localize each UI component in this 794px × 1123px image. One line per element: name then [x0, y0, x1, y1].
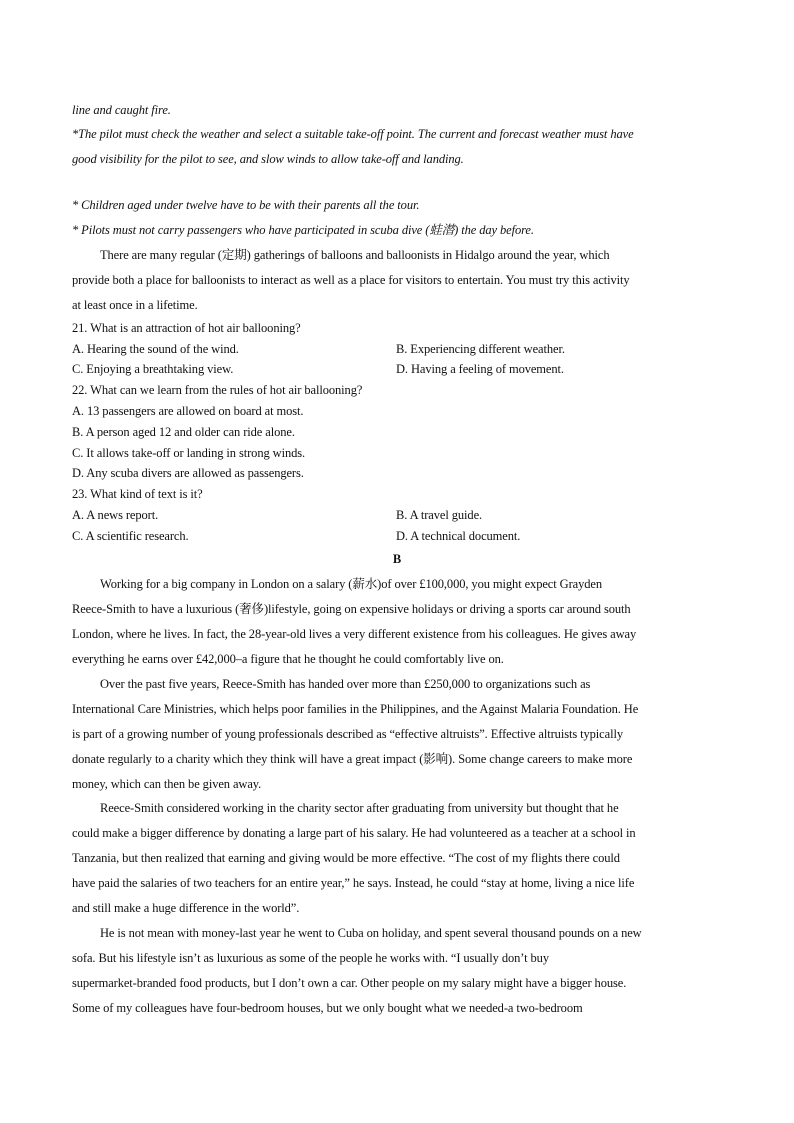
- passage-line: Reece-Smith to have a luxurious (奢侈)lifestyle, going on expensive holidays or driving a sports car around south: [72, 602, 631, 616]
- passage-line: everything he earns over £42,000–a figure that he thought he could comfortably live on.: [72, 652, 504, 666]
- q21-option-a: A. Hearing the sound of the wind.: [72, 342, 239, 356]
- rule-line: *The pilot must check the weather and select a suitable take-off point. The current and forecast weather must have: [72, 127, 634, 141]
- passage-line: He is not mean with money-last year he went to Cuba on holiday, and spent several thousand pounds on a new: [100, 926, 642, 940]
- question-22-stem: 22. What can we learn from the rules of hot air ballooning?: [72, 383, 363, 397]
- question-21-stem: 21. What is an attraction of hot air ballooning?: [72, 321, 301, 335]
- q22-option-c: C. It allows take-off or landing in strong winds.: [72, 446, 306, 460]
- q23-option-b: B. A travel guide.: [396, 508, 483, 522]
- rule-line: * Children aged under twelve have to be with their parents all the tour.: [72, 198, 420, 212]
- passage-line: donate regularly to a charity which they think will have a great impact (影响). Some change careers to make more: [72, 752, 633, 766]
- passage-line: Working for a big company in London on a salary (薪水)of over £100,000, you might expect Grayden: [100, 577, 602, 591]
- passage-line: have paid the salaries of two teachers for an entire year,” he says. Instead, he could “stay at home, living a nice life: [72, 876, 635, 890]
- paragraph-line: at least once in a lifetime.: [72, 298, 198, 312]
- rule-line: good visibility for the pilot to see, and slow winds to allow take-off and landing.: [72, 152, 464, 166]
- q22-option-d: D. Any scuba divers are allowed as passengers.: [72, 466, 304, 480]
- passage-line: Reece-Smith considered working in the charity sector after graduating from university but thought that he: [100, 801, 619, 815]
- q22-option-b: B. A person aged 12 and older can ride alone.: [72, 425, 295, 439]
- section-b-heading: B: [392, 552, 402, 566]
- q21-option-c: C. Enjoying a breathtaking view.: [72, 362, 234, 376]
- question-23-stem: 23. What kind of text is it?: [72, 487, 203, 501]
- passage-line: Some of my colleagues have four-bedroom houses, but we only bought what we needed-a two-bedroom: [72, 1001, 583, 1015]
- q23-option-d: D. A technical document.: [396, 529, 521, 543]
- passage-line: London, where he lives. In fact, the 28-year-old lives a very different existence from his colleagues. He gives away: [72, 627, 637, 641]
- paragraph-line: There are many regular (定期) gatherings of balloons and balloonists in Hidalgo around the year, which: [100, 248, 610, 262]
- q21-option-d: D. Having a feeling of movement.: [396, 362, 564, 376]
- passage-line: Over the past five years, Reece-Smith has handed over more than £250,000 to organizations such as: [100, 677, 591, 691]
- paragraph-line: provide both a place for balloonists to interact as well as a place for visitors to entertain. You must try this activity: [72, 273, 630, 287]
- q23-option-a: A. A news report.: [72, 508, 159, 522]
- q23-option-c: C. A scientific research.: [72, 529, 189, 543]
- q22-option-a: A. 13 passengers are allowed on board at most.: [72, 404, 304, 418]
- q21-option-b: B. Experiencing different weather.: [396, 342, 565, 356]
- passage-line: Tanzania, but then realized that earning and giving would be more effective. “The cost of my flights there could: [72, 851, 620, 865]
- rule-line: line and caught fire.: [72, 103, 171, 117]
- rule-line: * Pilots must not carry passengers who have participated in scuba dive (蛙潜) the day before.: [72, 223, 534, 237]
- passage-line: money, which can then be given away.: [72, 777, 262, 791]
- passage-line: supermarket-branded food products, but I don’t own a car. Other people on my salary might have a bigger house.: [72, 976, 627, 990]
- passage-line: and still make a huge difference in the world”.: [72, 901, 300, 915]
- passage-line: is part of a growing number of young professionals described as “effective altruists”. Effective altruists typically: [72, 727, 623, 741]
- passage-line: sofa. But his lifestyle isn’t as luxurious as some of the people he works with. “I usually don’t buy: [72, 951, 549, 965]
- passage-line: could make a bigger difference by donating a large part of his salary. He had volunteered as a teacher at a school in: [72, 826, 636, 840]
- passage-line: International Care Ministries, which helps poor families in the Philippines, and the Against Malaria Foundation. He: [72, 702, 639, 716]
